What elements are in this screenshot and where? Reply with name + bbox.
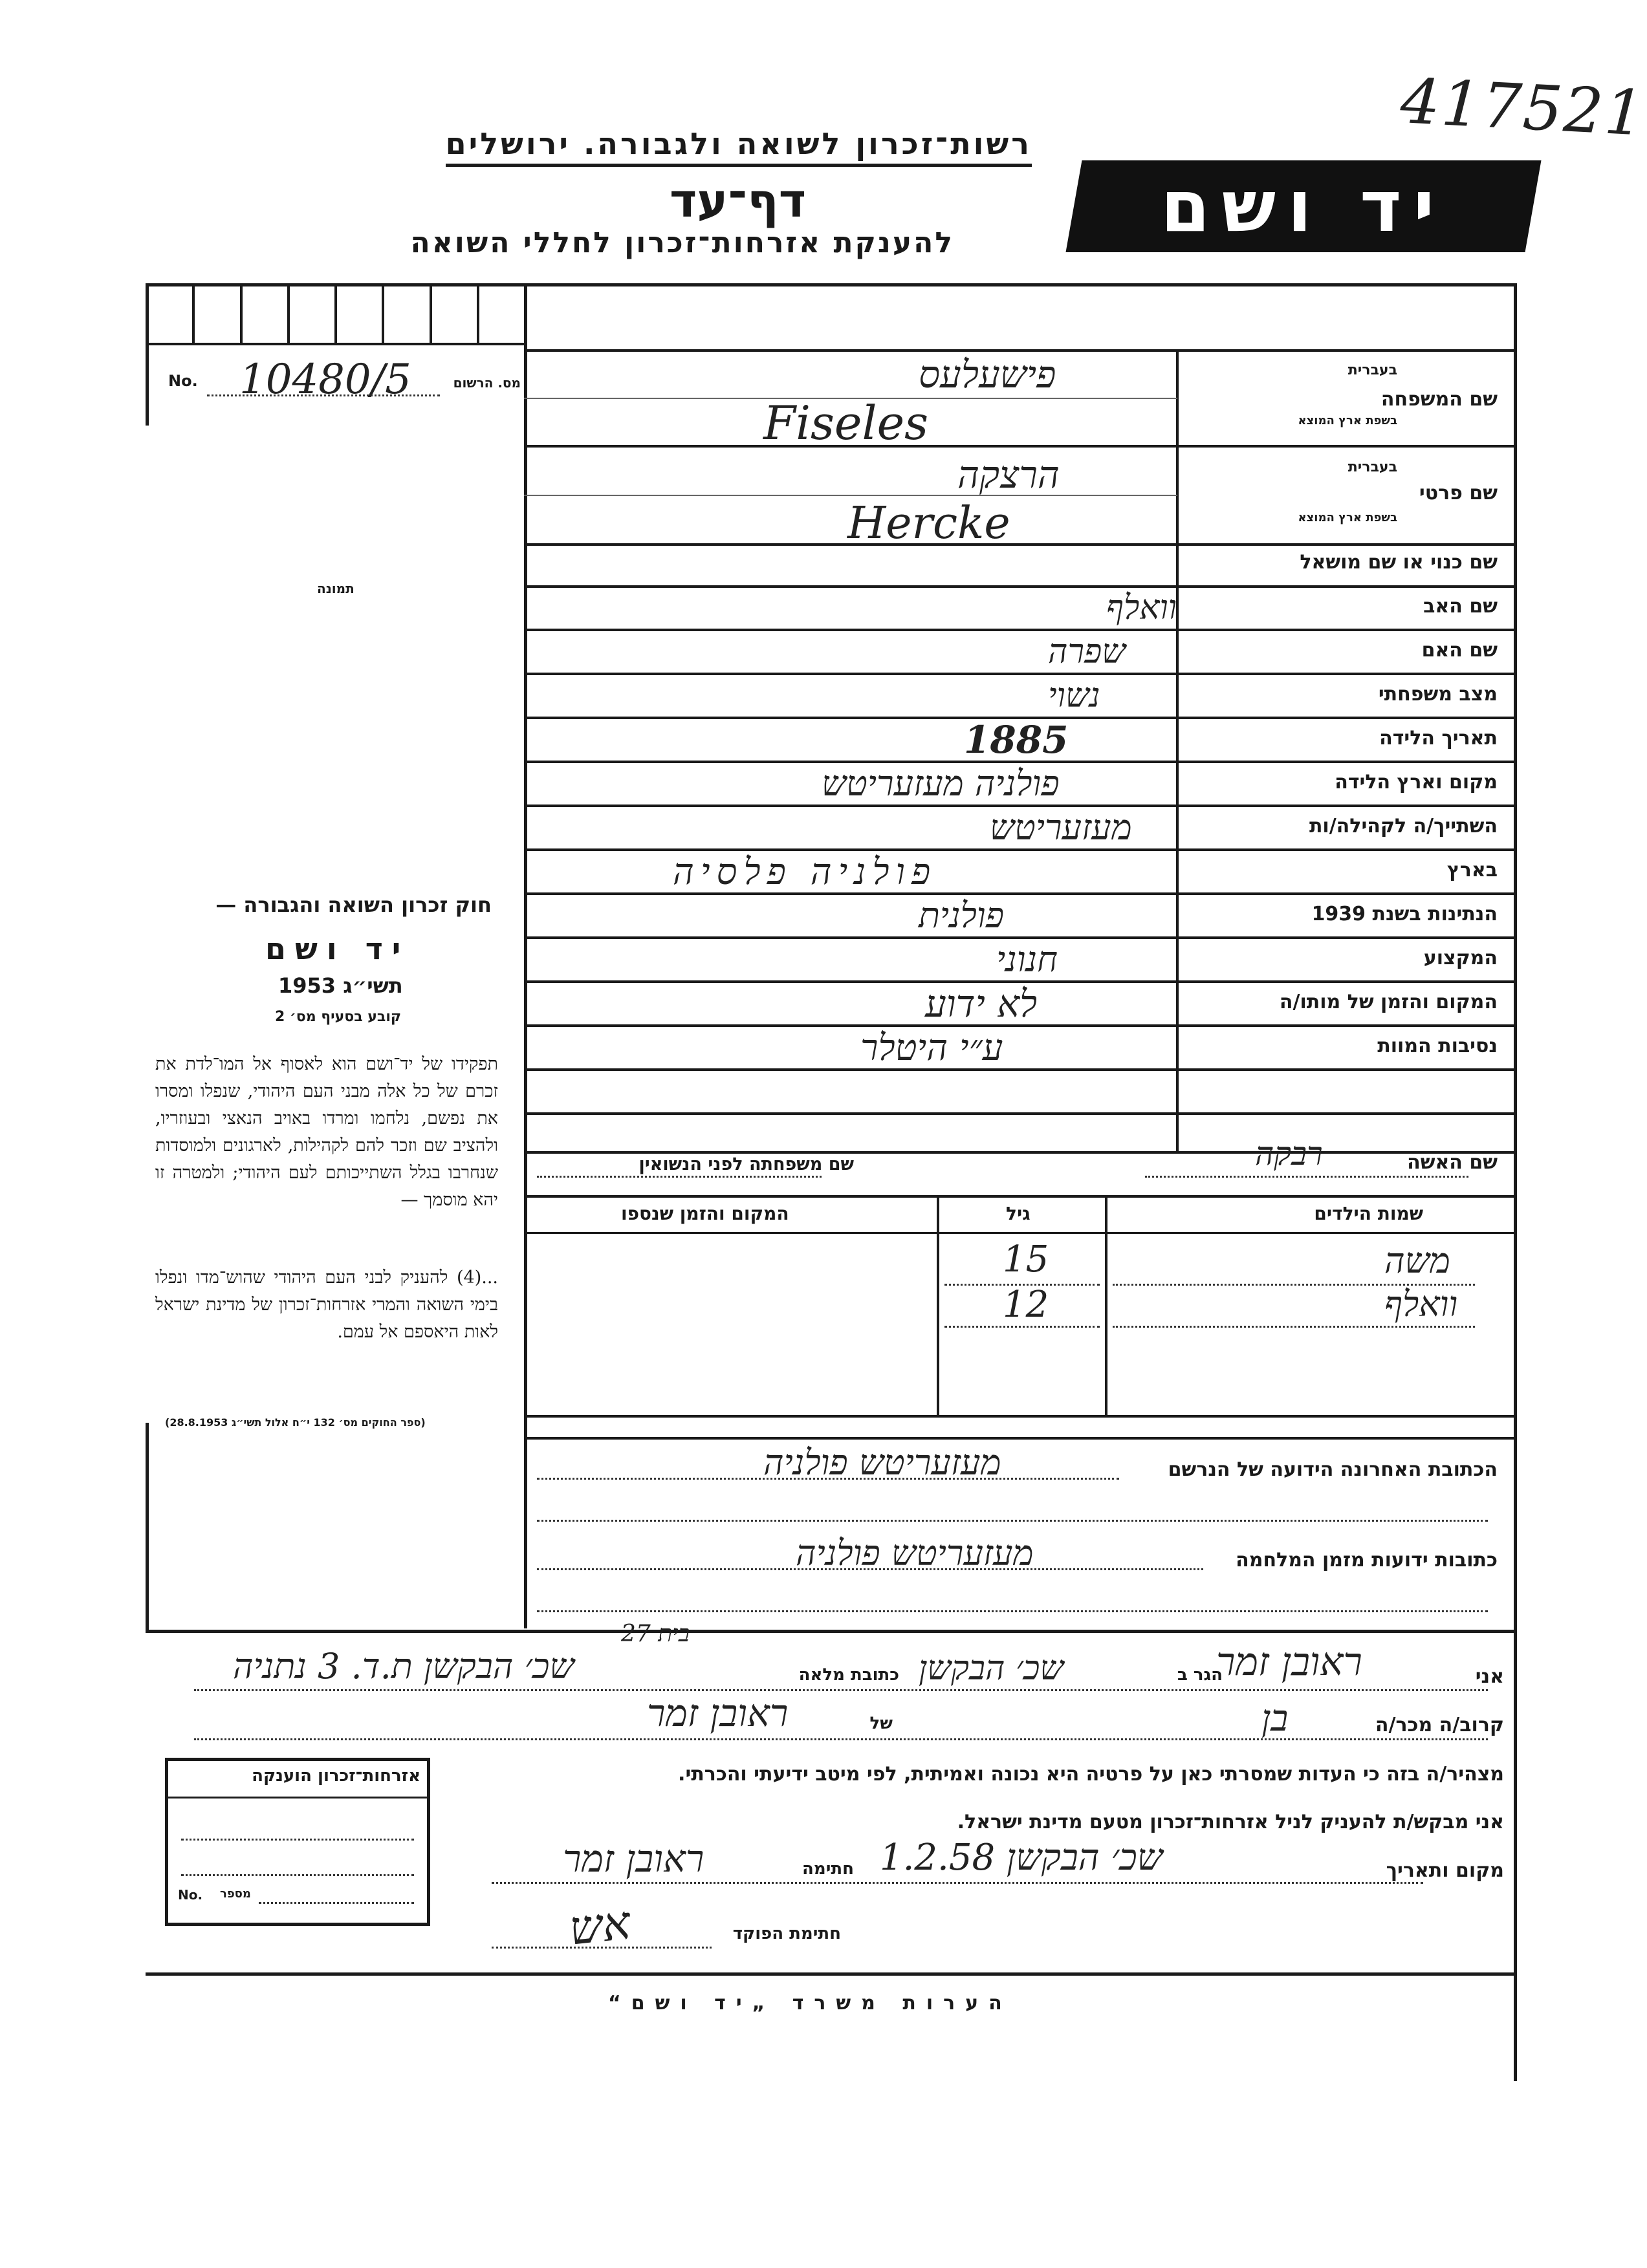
signature-label: חתימה: [802, 1859, 854, 1879]
marital-value: נשוי: [1048, 676, 1100, 715]
citizenship-label: הנתינות בשנת 1939: [1311, 903, 1498, 925]
birth-place-value: פולניה מעזעריטש: [822, 763, 1060, 804]
left-panel-border-lower: [146, 1423, 149, 1630]
last-address-label: הכתובת האחרונה הידועה של הנרשם: [1168, 1458, 1498, 1481]
family-name-latin-value: Fiseles: [763, 396, 929, 450]
law-source: (ספר החוקים מס׳ 132 י״ח אלול תשי״ג 28.8.1953): [165, 1416, 426, 1429]
children-names-header: שמות הילדים: [1314, 1203, 1423, 1224]
birth-date-label: תאריך הלידה: [1379, 727, 1498, 750]
marital-label: מצב משפחתי: [1378, 683, 1498, 706]
yad-vashem-logo: [1065, 160, 1541, 252]
death-circumstances-value: ע״י היטלר: [860, 1027, 1003, 1069]
citizenship-granted-box: [165, 1758, 430, 1926]
father-label: שם האב: [1423, 595, 1498, 618]
children-age-header: גיל: [1006, 1203, 1031, 1224]
authority-title: רשות־זכרון לשואה ולגבורה. ירושלים: [446, 126, 1032, 167]
reg-grid: [147, 285, 524, 343]
relative-label: קרוב/ה מכר/ה: [1375, 1714, 1504, 1736]
birth-date-value: 1885: [964, 718, 1069, 762]
form-title: דף־עד: [670, 173, 807, 228]
left-column-divider: [524, 283, 527, 1628]
first-name-hebrew-label: בעברית: [1347, 459, 1397, 475]
first-name-label: שם פרטי: [1419, 482, 1498, 504]
law-paragraph-1: תפקידו של יד־ושם הוא לאסוף אל המו־לדת את זכרם של כל אלה מבני העם היהודי, שנפלו ומסרו את נפשם, נלחמו ומרדו באויב הנאצי ובעוזריו, ולהציב שם וזכר להם לקהילות, לארגונים ולמוסדות שנחרבו בגלל השתייכותם לעם היהודי; ולמטרה זו יהא מוסמך —: [155, 1054, 498, 1210]
death-circumstances-label: נסיבות המוות: [1377, 1035, 1498, 1057]
declaration-text: מצהיר/ה בזה כי העדות שמסרתי כאן על פרטיה היא נכונה ואמיתית, לפי מיטב ידיעתי והכרתי.: [678, 1763, 1504, 1786]
officer-signature: אש: [566, 1895, 633, 1956]
relative-value: בן: [1261, 1698, 1289, 1740]
wife-value: רבקה: [1255, 1135, 1323, 1172]
first-name-hebrew-value: הרצקה: [957, 453, 1060, 497]
form-subtitle: להענקת אזרחות־זכרון לחללי השואה: [410, 226, 954, 259]
maiden-dots: [537, 1176, 822, 1178]
signature-value: ראובן זמר: [563, 1837, 704, 1881]
profession-value: חנוני: [996, 939, 1058, 980]
country-label: בארץ: [1446, 859, 1498, 881]
label-column-divider: [1176, 349, 1179, 1151]
wartime-address-label: כתובות ידועות מזמן המלחמה: [1236, 1549, 1498, 1571]
registration-number: 10480/5: [239, 356, 411, 404]
death-place-value: לא ידוע: [925, 982, 1038, 1026]
law-clause: קובע בסעיף מס׳ 2: [275, 1009, 402, 1025]
children-place-header: המקום והזמן שנספו: [621, 1203, 789, 1224]
law-title: חוק זכרון השואה והגבורה —: [215, 892, 492, 917]
law-year: תשי״ג 1953: [278, 973, 403, 998]
registration-label: מס. הרשום: [453, 375, 521, 391]
reg-grid-bottom: [147, 343, 524, 345]
mother-label: שם האם: [1421, 639, 1498, 662]
father-value: וואלף: [1106, 589, 1177, 627]
citizenship-number-prefix: No.: [178, 1887, 203, 1903]
logo-text: יד ושם: [1161, 165, 1446, 248]
officer-signature-label: חתימת הפוקד: [732, 1924, 841, 1943]
child-2-age: 12: [1003, 1284, 1049, 1326]
birth-place-label: מקום וארץ הלידה: [1335, 771, 1498, 794]
child-1-age: 15: [1003, 1238, 1049, 1280]
first-name-latin-value: Hercke: [847, 498, 1010, 549]
family-name-hebrew-value: פישעלעס: [919, 352, 1056, 396]
citizenship-number-label: מספר: [220, 1887, 251, 1901]
declarant-i-label: אני: [1475, 1665, 1504, 1688]
place-date-value: שכ׳ הבקשן 1.2.58: [880, 1837, 1163, 1879]
office-notes-label: הערות משרד „יד ושם“: [608, 1992, 1012, 2014]
registration-row: [155, 356, 521, 407]
first-name-origin-label: בשפת ארץ המוצא: [1298, 511, 1397, 524]
law-paragraph-2: ...(4) להעניק לבני העם היהודי שהוש־מדו ונפלו בימי השואה והמרי אזרחות־זכרון של מדינת ישראל לאות היאספם אל עמם.: [155, 1268, 498, 1342]
family-name-origin-label: בשפת ארץ המוצא: [1298, 414, 1397, 427]
child-2-name: וואלף: [1384, 1284, 1458, 1324]
declarant-name: ראובן זמר: [1216, 1639, 1362, 1685]
country-value: פולניה פלסיה: [673, 851, 937, 893]
mother-value: שפרה: [1048, 632, 1126, 671]
full-address-label: כתובת מלאה: [798, 1665, 899, 1685]
residing-label: הגר ב: [1177, 1665, 1223, 1685]
nickname-label: שם כנוי או שם מושאל: [1300, 551, 1498, 574]
death-place-label: המקום והזמן של מותו/ה: [1279, 991, 1498, 1013]
citizenship-value: פולנית: [919, 895, 1005, 936]
family-name-hebrew-label: בעברית: [1347, 362, 1397, 378]
of-value: ראובן זמר: [647, 1691, 789, 1735]
wife-dots: [1145, 1176, 1468, 1178]
citizenship-box-title: אזרחות־זכרון הוענקה: [252, 1766, 420, 1786]
request-text: אני מבקש/ת להעניק לניל אזרחות־זכרון מטעם מדינת ישראל.: [957, 1811, 1504, 1833]
last-address-value: מעזעריטש פולניה: [763, 1442, 1001, 1483]
place-date-label: מקום ותאריך: [1386, 1859, 1504, 1882]
full-address-note: בית 27: [621, 1621, 690, 1647]
photo-label: תמונה: [317, 581, 354, 596]
archive-number: 417521: [1399, 65, 1647, 150]
of-label: של: [869, 1714, 893, 1733]
residing-value: שכ׳ הבקשן: [919, 1649, 1064, 1688]
wartime-address-value: מעזעריטש פולניה: [796, 1533, 1034, 1573]
community-value: מעזעריטש: [990, 807, 1132, 848]
law-name: יד ושם: [265, 931, 410, 966]
community-label: השתייך/ה לקהילה/ות: [1309, 815, 1498, 837]
child-1-name: משה: [1384, 1240, 1450, 1281]
frame-right: [1514, 283, 1517, 2081]
wife-label: שם האשה: [1407, 1151, 1498, 1174]
profession-label: המקצוע: [1423, 947, 1498, 969]
registration-prefix: No.: [168, 372, 198, 390]
full-address-value: שכ׳ הבקשן ת.ד. 3 נתניה: [233, 1646, 574, 1687]
wife-maiden-label: שם משפחתה לפני הנשואין: [638, 1154, 854, 1174]
family-name-label: שם המשפחה: [1380, 388, 1498, 411]
